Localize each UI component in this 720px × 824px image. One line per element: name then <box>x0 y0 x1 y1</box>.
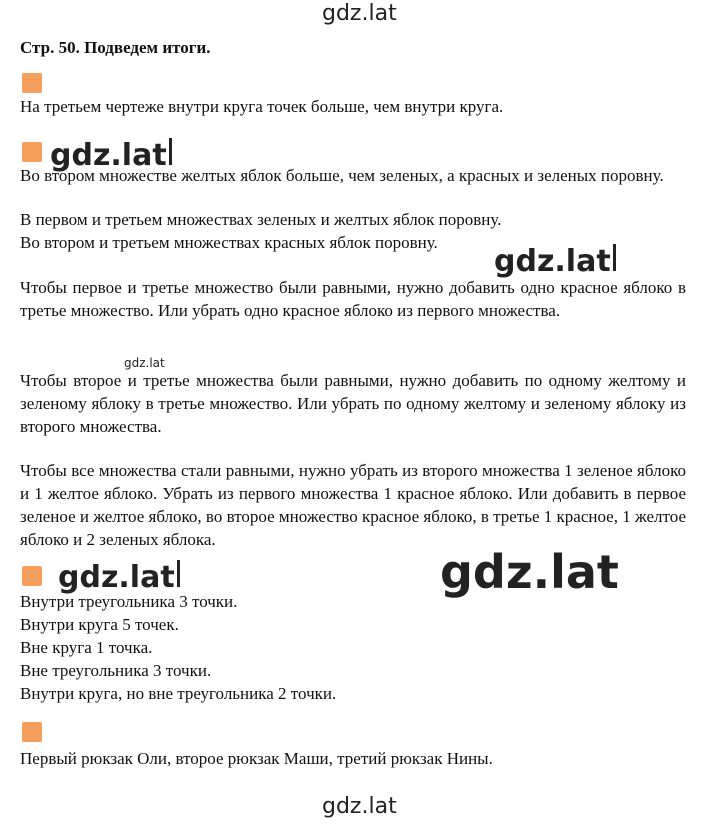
section2-line3: Во втором и третьем множествах красных яблок поровну. <box>20 233 438 252</box>
section1-text: На третьем чертеже внутри круга точек больше, чем внутри круга. <box>20 97 504 116</box>
section2-line2: В первом и третьем множествах зеленых и желтых яблок поровну. <box>20 210 502 229</box>
section4-text: Первый рюкзак Оли, второе рюкзак Маши, третий рюкзак Нины. <box>20 749 493 768</box>
section2-para2: Чтобы второе и третье множества были равными, нужно добавить по одному желтому и зеленому яблоку в третье множество. Или убрать по одному желтому и зеленому яблоку из второго множества. <box>20 371 686 436</box>
section-marker-icon <box>22 142 42 162</box>
section-marker-icon <box>22 566 42 586</box>
section-marker-icon <box>22 73 42 93</box>
watermark-bold: gdz.lat <box>494 244 616 279</box>
watermark-top: gdz.lat <box>322 1 397 26</box>
section3-line: Внутри круга 5 точек. <box>20 615 179 634</box>
section3-line: Вне треугольника 3 точки. <box>20 661 212 680</box>
watermark-small: gdz.lat <box>124 356 165 370</box>
section2-line1: Во втором множестве желтых яблок больше, чем зеленых, а красных и зеленых поровну. <box>20 166 664 185</box>
watermark-bottom: gdz.lat <box>322 794 397 819</box>
section3-line: Внутри треугольника 3 точки. <box>20 592 238 611</box>
watermark-bold: gdz.lat <box>50 138 172 173</box>
watermark-large: gdz.lat <box>440 545 619 599</box>
section3-line: Вне круга 1 точка. <box>20 638 153 657</box>
section-marker-icon <box>22 722 42 742</box>
section2-para1: Чтобы первое и третье множество были равными, нужно добавить одно красное яблоко в третье множество. Или убрать одно красное яблоко из первого множества. <box>20 278 686 320</box>
watermark-bold: gdz.lat <box>58 560 180 595</box>
section3-line: Внутри круга, но вне треугольника 2 точки. <box>20 684 337 703</box>
page-title: Стр. 50. Подведем итоги. <box>20 38 211 57</box>
section2-para3: Чтобы все множества стали равными, нужно убрать из второго множества 1 зеленое яблоко и 1 желтое яблоко. Убрать из первого множества 1 красное яблоко. Или добавить в первое зеленое и желтое яблоко, во второе множество красное яблоко, в третье 1 красное, 1 желтое яблоко и 2 зеленых яблока. <box>20 461 686 549</box>
